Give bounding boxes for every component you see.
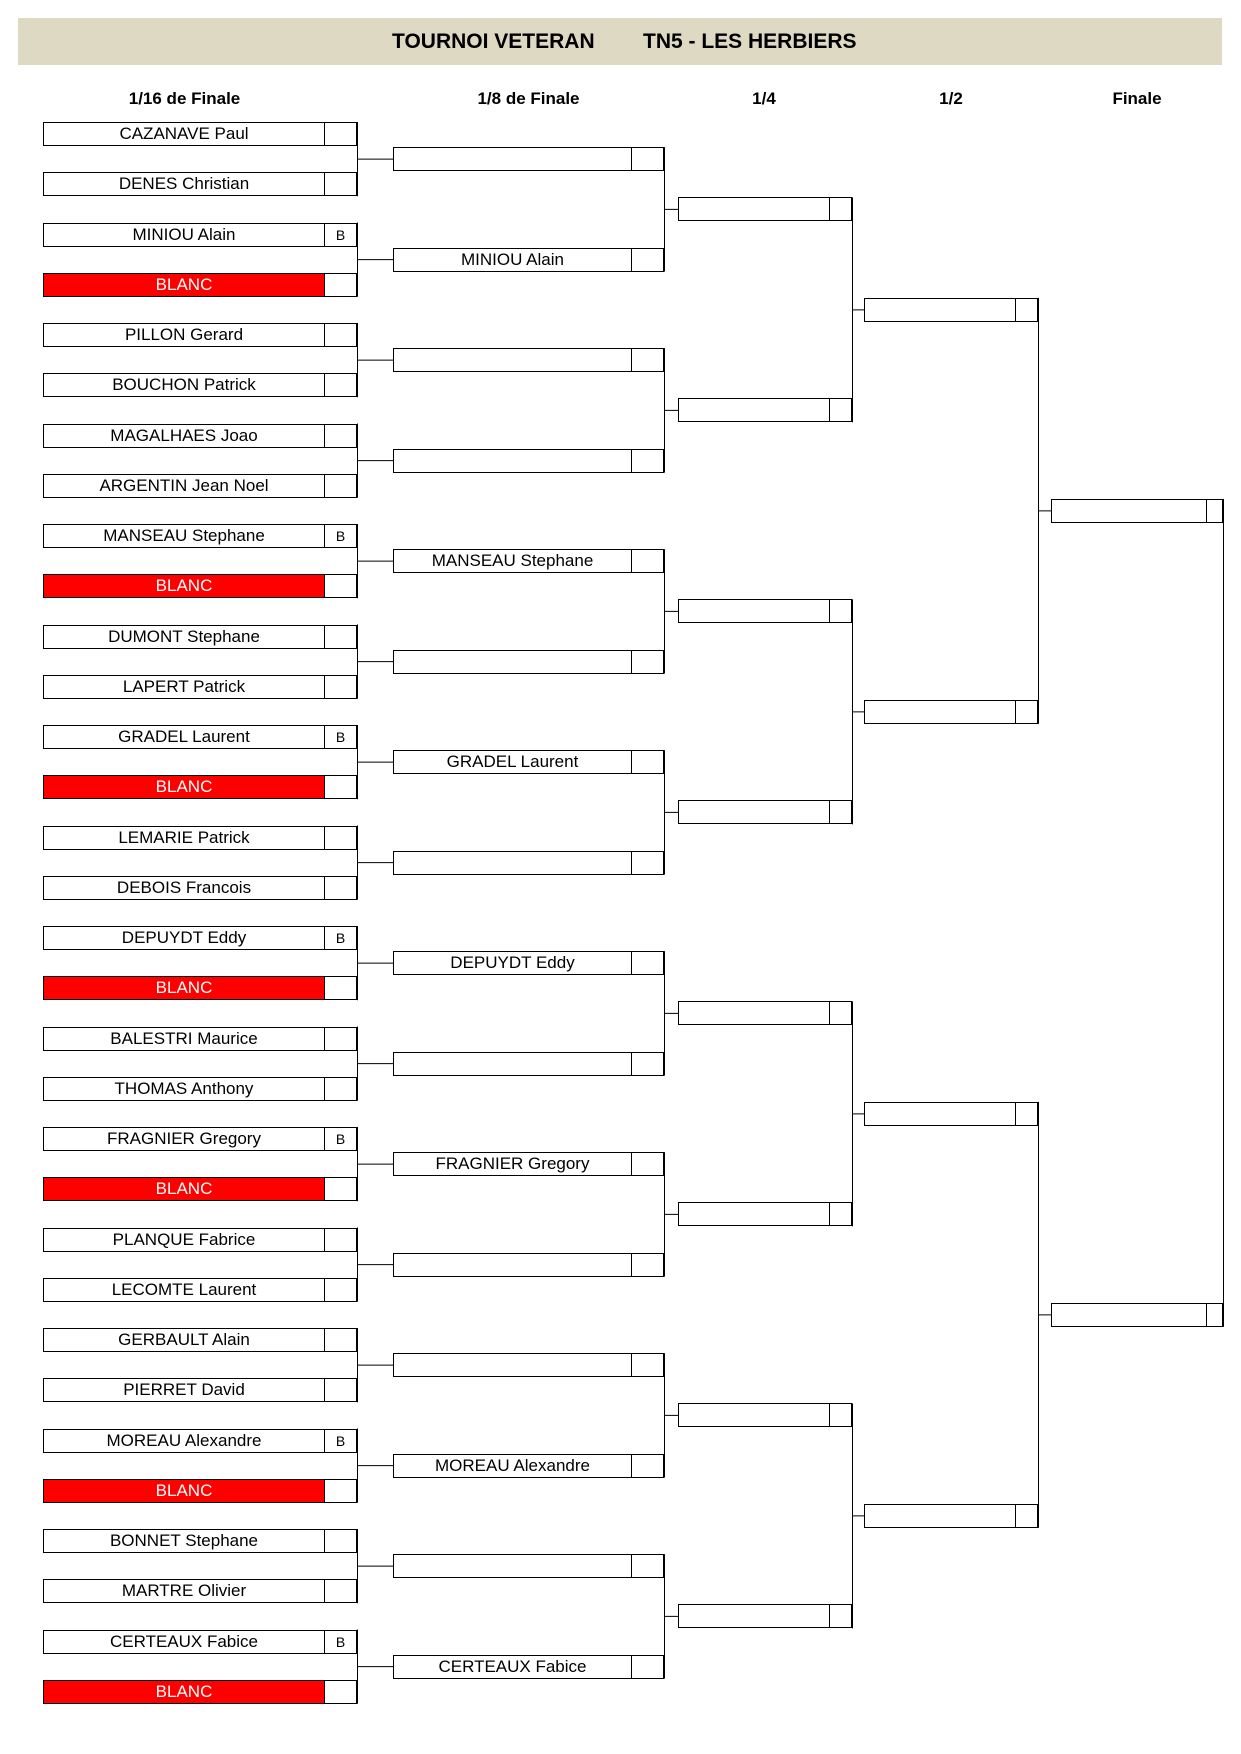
player-name: PIERRET David: [123, 1380, 245, 1400]
score-box: [324, 676, 356, 698]
score-box: [324, 626, 356, 648]
round-1-slot: [43, 474, 357, 498]
score-box: [1206, 1304, 1222, 1326]
round-1-slot: [43, 1177, 357, 1201]
round-2-slot: [393, 750, 664, 774]
score-box: [829, 1002, 851, 1024]
score-box: B: [324, 1128, 356, 1150]
score-box: [1015, 1505, 1037, 1527]
round-2-slot: [393, 449, 664, 473]
player-name: [394, 651, 631, 673]
player-name: [865, 1103, 1015, 1125]
round-header-1-16: 1/16 de Finale: [128, 89, 241, 108]
round-header-quarter: 1/4: [752, 89, 776, 108]
round-1-slot: [43, 323, 357, 347]
score-box: B: [324, 1430, 356, 1452]
player-name: MOREAU Alexandre: [435, 1455, 590, 1475]
round-2-slot: [393, 951, 664, 975]
player-name: THOMAS Anthony: [114, 1078, 254, 1098]
score-box: [324, 1580, 356, 1602]
score-box: [324, 425, 356, 447]
player-name: FRAGNIER Gregory: [107, 1129, 261, 1148]
round-4-slot: [864, 298, 1038, 322]
round-3-slot: [678, 197, 852, 221]
round-1-slot: [43, 1278, 357, 1302]
score-box: [324, 173, 356, 195]
player-name: [679, 801, 829, 823]
round-2-slot: [393, 650, 664, 674]
round-1-slot: [43, 1680, 357, 1704]
round-2-slot: [393, 348, 664, 372]
score-box: [324, 1379, 356, 1401]
score-box: [324, 274, 356, 296]
score-box: [324, 1530, 356, 1552]
round-1-slot: [43, 976, 357, 1000]
score-box: [324, 1028, 356, 1050]
round-1-slot: [43, 1429, 357, 1453]
player-name: [679, 600, 829, 622]
player-name: [865, 1505, 1015, 1527]
player-name: [394, 1555, 631, 1577]
round-1-slot: [43, 524, 357, 548]
player-name: CERTEAUX Fabice: [438, 1656, 587, 1676]
score-box: [324, 1329, 356, 1351]
round-1-slot: [43, 1529, 357, 1553]
round-1-slot: [43, 172, 357, 196]
round-1-slot: [43, 1579, 357, 1603]
score-box: [631, 952, 663, 974]
round-1-slot: [43, 122, 357, 146]
player-name: CAZANAVE Paul: [119, 124, 249, 143]
player-name: DEPUYDT Eddy: [450, 953, 575, 973]
round-1-slot: [43, 1630, 357, 1654]
score-box: [324, 1279, 356, 1301]
round-1-slot: [43, 1228, 357, 1252]
score-box: [631, 1153, 663, 1175]
round-2-slot: [393, 851, 664, 875]
round-1-slot: [43, 876, 357, 900]
player-name: DUMONT Stephane: [108, 626, 260, 646]
score-box: [1015, 1103, 1037, 1125]
round-2-slot: [393, 549, 664, 573]
score-box: [631, 349, 663, 371]
round-4-slot: [864, 1102, 1038, 1126]
player-name: CERTEAUX Fabice: [109, 1631, 258, 1651]
score-box: [631, 1354, 663, 1376]
player-name: GERBAULT Alain: [118, 1330, 250, 1349]
score-box: [829, 801, 851, 823]
round-header-final: Finale: [1112, 89, 1162, 108]
round-1-slot: [43, 625, 357, 649]
score-box: [324, 1178, 356, 1200]
round-3-slot: [678, 1001, 852, 1025]
player-name: GRADEL Laurent: [118, 727, 250, 746]
round-1-slot: [43, 1027, 357, 1051]
player-name: MINIOU Alain: [132, 224, 236, 244]
player-name: BLANC: [44, 776, 324, 798]
score-box: [1206, 500, 1222, 522]
player-name: [394, 349, 631, 371]
score-box: [631, 148, 663, 170]
player-name: ARGENTIN Jean Noel: [99, 475, 269, 495]
round-3-slot: [678, 1403, 852, 1427]
round-2-slot: [393, 1353, 664, 1377]
score-box: [631, 1656, 663, 1678]
score-box: [829, 600, 851, 622]
score-box: [324, 977, 356, 999]
score-box: [829, 1404, 851, 1426]
round-5-slot: [1051, 499, 1223, 523]
score-box: [631, 1555, 663, 1577]
score-box: [631, 751, 663, 773]
round-1-slot: [43, 373, 357, 397]
player-name: BLANC: [44, 1480, 324, 1502]
score-box: [631, 1455, 663, 1477]
score-box: [631, 249, 663, 271]
round-1-slot: [43, 1479, 357, 1503]
player-name: [1052, 500, 1206, 522]
score-box: B: [324, 927, 356, 949]
score-box: [829, 1605, 851, 1627]
tournament-title: TOURNOI VETERAN: [392, 30, 595, 53]
player-name: [1052, 1304, 1206, 1326]
player-name: BLANC: [44, 1681, 324, 1703]
score-box: [324, 324, 356, 346]
round-1-slot: [43, 273, 357, 297]
score-box: B: [324, 525, 356, 547]
player-name: MANSEAU Stephane: [103, 526, 265, 545]
player-name: [394, 852, 631, 874]
score-box: [631, 1254, 663, 1276]
round-header-semi: 1/2: [939, 89, 963, 108]
score-box: [324, 776, 356, 798]
player-name: DENES Christian: [118, 174, 250, 194]
score-box: B: [324, 224, 356, 246]
player-name: BALESTRI Maurice: [110, 1028, 258, 1048]
round-3-slot: [678, 1202, 852, 1226]
player-name: DEPUYDT Eddy: [121, 928, 247, 947]
score-box: [829, 399, 851, 421]
score-box: [324, 575, 356, 597]
score-box: [324, 877, 356, 899]
round-1-slot: [43, 424, 357, 448]
player-name: MINIOU Alain: [461, 249, 564, 269]
round-1-slot: [43, 775, 357, 799]
player-name: FRAGNIER Gregory: [435, 1154, 590, 1174]
player-name: [394, 450, 631, 472]
round-4-slot: [864, 1504, 1038, 1528]
round-3-slot: [678, 800, 852, 824]
player-name: [679, 1203, 829, 1225]
player-name: BLANC: [44, 274, 324, 296]
round-1-slot: [43, 1378, 357, 1402]
player-name: [865, 299, 1015, 321]
round-2-slot: [393, 1655, 664, 1679]
score-box: [324, 123, 356, 145]
round-1-slot: [43, 1127, 357, 1151]
score-box: B: [324, 726, 356, 748]
player-name: BLANC: [44, 977, 324, 999]
score-box: B: [324, 1631, 356, 1653]
player-name: [394, 1053, 631, 1075]
round-1-slot: [43, 1077, 357, 1101]
player-name: [394, 148, 631, 170]
player-name: MARTRE Olivier: [121, 1581, 247, 1601]
round-1-slot: [43, 223, 357, 247]
round-1-slot: [43, 675, 357, 699]
round-3-slot: [678, 398, 852, 422]
player-name: PILLON Gerard: [124, 325, 244, 344]
score-box: [324, 1681, 356, 1703]
score-box: [324, 1078, 356, 1100]
round-1-slot: [43, 574, 357, 598]
round-2-slot: [393, 1554, 664, 1578]
player-name: LAPERT Patrick: [122, 676, 246, 696]
player-name: [394, 1354, 631, 1376]
score-box: [324, 475, 356, 497]
round-2-slot: [393, 1052, 664, 1076]
score-box: [324, 374, 356, 396]
player-name: [679, 399, 829, 421]
player-name: BOUCHON Patrick: [112, 375, 256, 395]
player-name: MANSEAU Stephane: [431, 551, 594, 571]
score-box: [1015, 299, 1037, 321]
score-box: [324, 827, 356, 849]
player-name: BLANC: [44, 575, 324, 597]
player-name: BONNET Stephane: [109, 1531, 259, 1550]
score-box: [631, 550, 663, 572]
score-box: [631, 651, 663, 673]
player-name: PLANQUE Fabrice: [112, 1229, 256, 1249]
round-1-slot: [43, 926, 357, 950]
round-2-slot: [393, 1454, 664, 1478]
score-box: [631, 450, 663, 472]
player-name: BLANC: [44, 1178, 324, 1200]
round-3-slot: [678, 1604, 852, 1628]
round-2-slot: [393, 147, 664, 171]
player-name: [679, 1002, 829, 1024]
score-box: [324, 1480, 356, 1502]
score-box: [1015, 701, 1037, 723]
player-name: [679, 1605, 829, 1627]
player-name: [679, 198, 829, 220]
round-2-slot: [393, 248, 664, 272]
player-name: MOREAU Alexandre: [106, 1430, 262, 1450]
score-box: [829, 1203, 851, 1225]
round-header-1-8: 1/8 de Finale: [477, 89, 580, 108]
round-1-slot: [43, 1328, 357, 1352]
player-name: DEBOIS Francois: [116, 877, 252, 897]
round-5-slot: [1051, 1303, 1223, 1327]
round-2-slot: [393, 1253, 664, 1277]
player-name: [865, 701, 1015, 723]
score-box: [631, 852, 663, 874]
player-name: MAGALHAES Joao: [110, 425, 258, 445]
player-name: LEMARIE Patrick: [118, 827, 250, 847]
round-3-slot: [678, 599, 852, 623]
round-1-slot: [43, 725, 357, 749]
player-name: [394, 1254, 631, 1276]
player-name: [679, 1404, 829, 1426]
tournament-subtitle: TN5 - LES HERBIERS: [643, 30, 857, 53]
score-box: [829, 198, 851, 220]
score-box: [631, 1053, 663, 1075]
score-box: [324, 1229, 356, 1251]
round-4-slot: [864, 700, 1038, 724]
player-name: LECOMTE Laurent: [111, 1279, 257, 1299]
round-2-slot: [393, 1152, 664, 1176]
round-1-slot: [43, 826, 357, 850]
player-name: GRADEL Laurent: [446, 752, 579, 772]
